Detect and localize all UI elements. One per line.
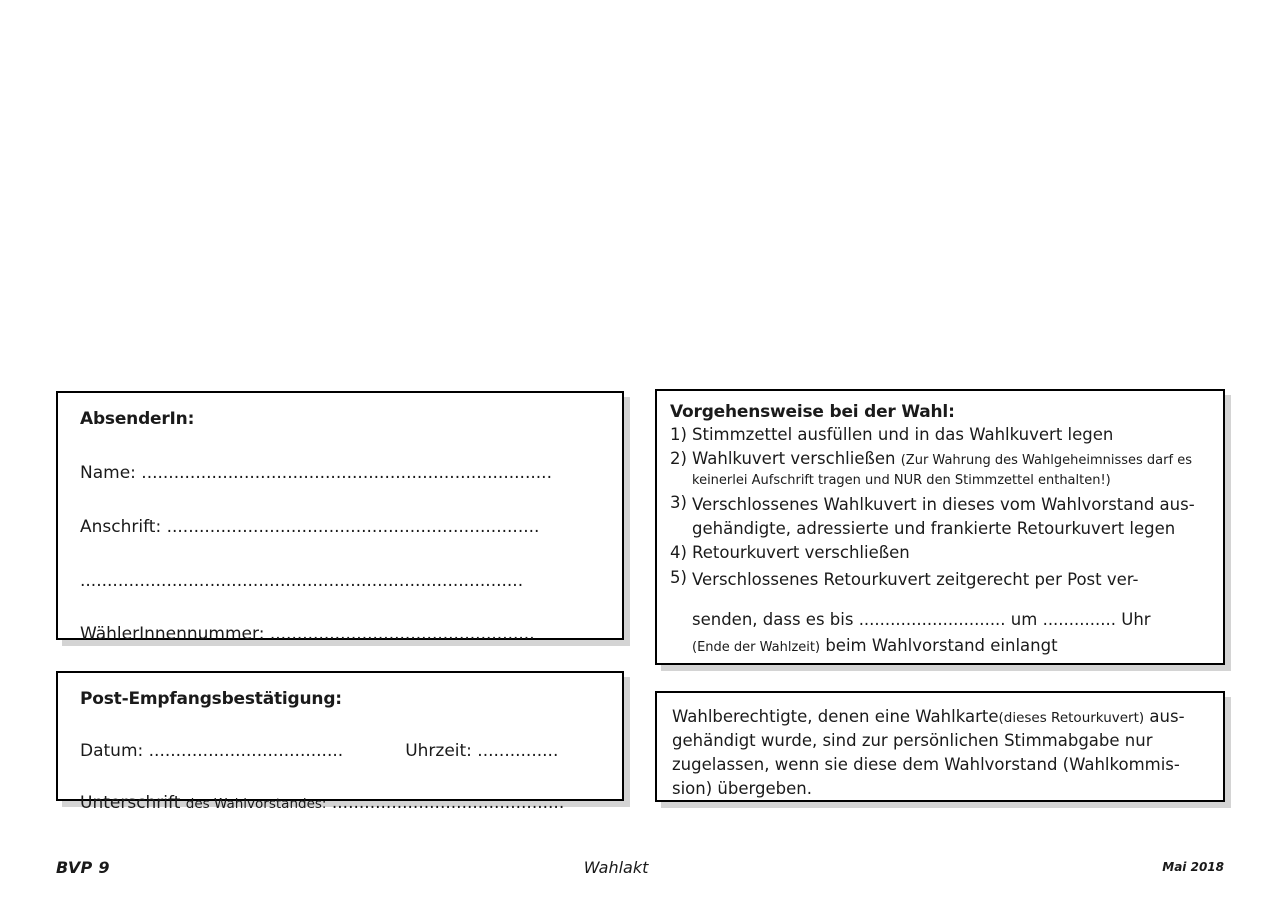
step-text-5-note: (Ende der Wahlzeit)	[692, 639, 821, 655]
step-text-5-line1: Verschlossenes Retourkuvert zeitgerecht per Post ver-	[692, 569, 1139, 589]
step-text-2	[692, 449, 1219, 488]
step-item-4	[661, 543, 1219, 563]
step-item-2	[661, 449, 1219, 488]
wahlberechtigte-text-part1: Wahlberechtigte, denen eine Wahlkarte	[672, 707, 999, 726]
step-text-5-line2[interactable]: senden, dass es bis ............................ um .............. Uhr	[692, 609, 1151, 629]
step-item-1	[661, 425, 1219, 445]
wahlberechtigte-text-part2: aus-gehändigt wurde, sind zur persönlichen Stimmabgabe nur zugelassen, wenn sie diese dem Wahlvorstand (Wahlkommis-sion) übergeben.	[672, 707, 1185, 798]
vorgehensweise-box	[655, 389, 1225, 665]
wahlberechtigte-notice-box	[655, 691, 1225, 802]
post-datum-field[interactable]: Datum: ....................................	[80, 741, 344, 761]
wahlberechtigte-text-note: (dieses Retourkuvert)	[998, 710, 1145, 726]
post-empfangsbestaetigung-box	[56, 671, 624, 813]
page-footer	[56, 852, 1224, 882]
step-text-3: Verschlossenes Wahlkuvert in dieses vom Wahlvorstand aus-gehändigte, adressierte und frankierte Retourkuvert legen	[692, 495, 1195, 539]
step-item-5	[661, 568, 1219, 658]
absender-anschrift-field[interactable]: Anschrift: .....................................................................	[80, 517, 540, 537]
post-unterschrift-field[interactable]: ...........................................	[331, 793, 565, 813]
vorgehensweise-steps-list	[661, 425, 1219, 657]
step-item-3	[661, 493, 1219, 541]
post-uhrzeit-field[interactable]: Uhrzeit: ...............	[405, 741, 559, 761]
vorgehensweise-title: Vorgehensweise bei der Wahl:	[670, 402, 955, 422]
post-empfangsbestaetigung-title: Post-Empfangsbestätigung:	[80, 689, 342, 709]
wahlberechtigte-notice-text	[672, 705, 1217, 801]
absender-waehlerinnennummer-field[interactable]: WählerInnennummer: .................................................	[80, 624, 535, 644]
step-number-4: 4)	[670, 543, 687, 563]
absender-name-field[interactable]: Name: ............................................................................	[80, 463, 552, 483]
post-unterschrift-sublabel: des Wahlvorstandes:	[185, 796, 327, 812]
step-number-5: 5)	[670, 567, 687, 587]
step-number-2: 2)	[670, 449, 687, 469]
step-number-3: 3)	[670, 493, 687, 513]
step-text-2-note: (Zur Wahrung des Wahlgeheimnisses darf es keinerlei Aufschrift tragen und NUR den Stimmzettel enthalten!)	[692, 453, 1192, 488]
step-text-1: Stimmzettel ausfüllen und in das Wahlkuvert legen	[692, 425, 1114, 444]
step-number-1: 1)	[670, 425, 687, 444]
post-unterschrift-row	[80, 793, 610, 813]
absender-anschrift-field-line2[interactable]: ..................................................................................	[80, 571, 524, 591]
footer-date: Mai 2018	[1162, 860, 1224, 874]
absender-title: AbsenderIn:	[80, 409, 195, 429]
post-date-time-row	[80, 741, 610, 761]
absender-box	[56, 391, 624, 644]
footer-form-code: BVP 9	[56, 857, 110, 877]
post-unterschrift-label: Unterschrift	[80, 793, 181, 813]
step-text-5-line3	[692, 634, 1219, 658]
step-text-5-tail: beim Wahlvorstand einlangt	[825, 635, 1058, 655]
footer-document-title: Wahlakt	[583, 857, 649, 877]
step-text-2-main: Wahlkuvert verschließen	[692, 449, 896, 469]
step-text-5	[692, 568, 1219, 658]
step-text-4: Retourkuvert verschließen	[692, 543, 910, 563]
